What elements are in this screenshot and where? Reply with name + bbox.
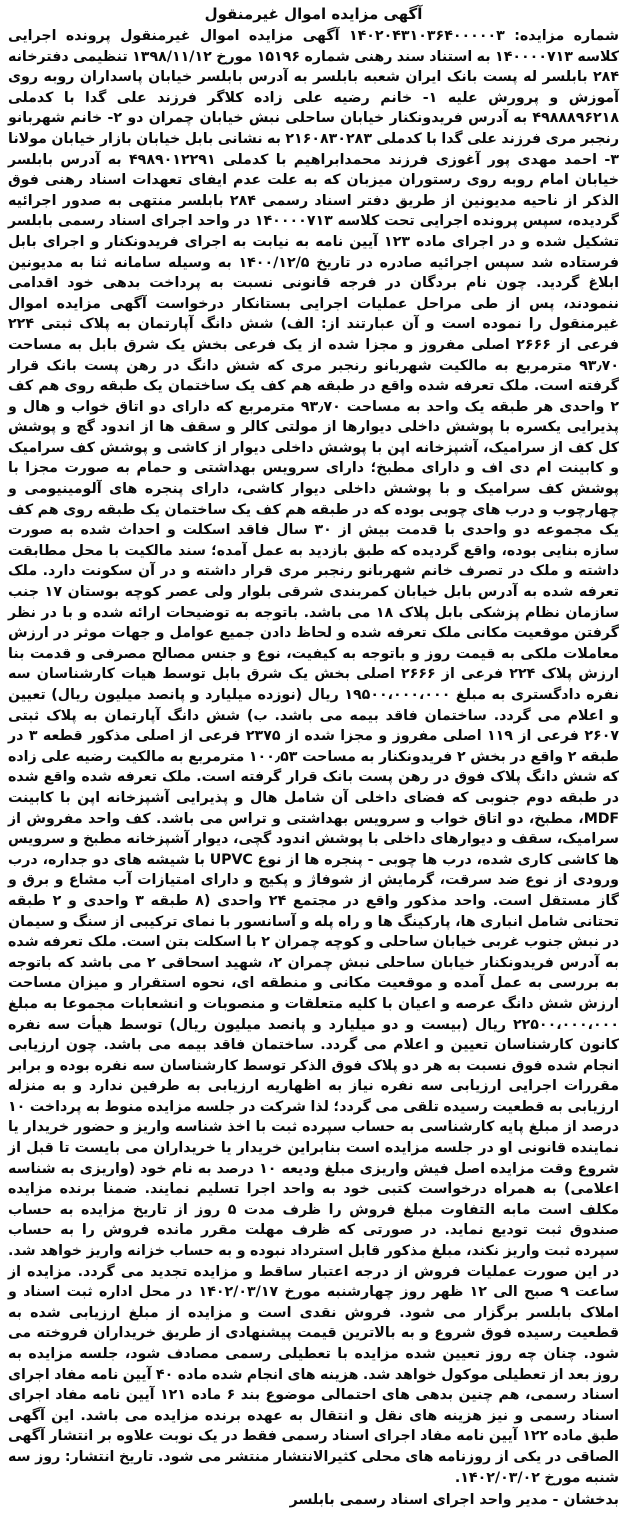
- notice-signature: بدخشان - مدیر واحد اجرای اسناد رسمی بابلسر: [289, 1492, 619, 1509]
- notice-body: [8, 26, 619, 1488]
- notice-title: آگهی مزایده اموال غیرمنقول: [204, 5, 423, 23]
- notice-paragraph: شماره مزایده: ۱۴۰۲۰۴۳۱۰۳۶۴۰۰۰۰۰۳ آگهی مزایده اموال غیرمنقول پرونده اجرایی کلاسه ۱۴۰۰۰۰۷۱۳ به استناد سند رهنی شماره ۱۵۱۹۶ مورخ ۱۳۹۸/۱۱/۱۲ تنظیمی دفترخانه ۲۸۴ بابلسر له پست بانک ایران شعبه بابلسر به آدرس بابلسر خیابان پاسداران روبه روی آموزش و پرورش علیه ۱- خانم رضیه علی زاده کلاگر فرزند علی گدا با کدملی ۴۹۸۸۸۹۶۲۱۸ به آدرس فریدونکنار خیابان ساحلی نبش خیابان چمران دو ۲- خانم شهربانو رنجبر مری فرزند علی گدا با کدملی ۲۱۶۰۸۳۰۲۸۳ به نشانی بابل خیابان بازار خیابان مولانا ۳- احمد مهدی پور آغوزی فرزند محمدابراهیم با کدملی ۴۹۸۹۰۱۲۲۹۱ به آدرس بابلسر خیابان امام روبه روی رستوران میزبان که به علت عدم ایفای تعهدات اسناد رهنی فوق الذکر از ناحیه مدیونین از طریق دفتر اسناد رسمی ۲۸۴ بابلسر منتهی به صدور اجرائیه گردیده، سپس پرونده اجرایی تحت کلاسه ۱۴۰۰۰۰۷۱۳ در واحد اجرای اسناد رسمی بابلسر تشکیل شده و در اجرای ماده ۱۲۳ آیین نامه به نیابت به اجرای فریدونکنار و اجرای بابل فرستاده شد سپس اجرائیه صادره در تاریخ ۱۴۰۰/۱۲/۵ به وسیله سامانه ثنا به مدیونین ابلاغ گردید. چون نام بردگان در فرجه قانونی نسبت به پرداخت بدهی خود اقدامی ننمودند، پس از طی مراحل عملیات اجرایی بستانکار درخواست آگهی مزایده اموال غیرمنقول را نموده است و آن عبارتند از: الف) شش دانگ آپارتمان به پلاک ثبتی ۲۲۴ فرعی از ۲۶۶۶ اصلی مفروز و مجزا شده از یک فرعی بخش یک شرق بابل به مساحت ۹۳٫۷۰ مترمربع به مالکیت شهربانو رنجبر مری که شش دانگ در رهن پست بانک قرار گرفته است. ملک تعرفه شده واقع در طبقه هم کف یک ساختمان یک طبقه روی هم کف ۲ واحدی هر طبقه یک واحد به مساحت ۹۳٫۷۰ مترمربع که دارای دو اتاق خواب و هال و پذیرایی یکسره با پوشش داخلی دیوارها از مولتی کالر و سقف ها از اندود گچ و پوشش کل کف از سرامیک، آشپزخانه اپن با پوشش داخلی دیوار از کاشی و پوشش کف سرامیک و کابینت ام دی اف و دارای مطبخ؛ دارای سرویس بهداشتی و حمام به صورت مجزا با پوشش کف سرامیک و با پوشش داخلی دیوار کاشی، دارای پنجره های آلومینیومی و چهارچوب و درب های چوبی بوده که در طبقه هم کف یک ساختمان یک طبقه روی هم کف یک مجموعه دو واحدی با قدمت بیش از ۳۰ سال فاقد اسکلت و احداث شده به صورت سازه بنایی بوده، واقع گردیده که طبق بازدید به عمل آمده؛ سند مالکیت با محل مطابقت داشته و ملک در تصرف خانم شهربانو رنجبر مری قرار داشته و در آن سکونت دارد. ملک تعرفه شده به آدرس بابل خیابان کمربندی شرقی بلوار ولی عصر کوچه بوستان ۱۷ جنب سازمان نظام پزشکی بابل پلاک ۱۸ می باشد. باتوجه به توضیحات ارائه شده و با در نظر گرفتن موقعیت مکانی ملک تعرفه شده و لحاظ دادن جمیع عوامل و جهات موثر در ارزش معاملات ملکی به قیمت روز و باتوجه به کیفیت، نوع و جنس مصالح مصرفی و قدمت بنا ارزش پلاک ۲۲۴ فرعی از ۲۶۶۶ اصلی بخش یک شرق بابل توسط هیات کارشناسان سه نفره دادگستری به مبلغ ۱۹۵۰۰،۰۰۰،۰۰۰ ریال (نوزده میلیارد و پانصد میلیون ریال) تعیین و اعلام می گردد. ساختمان فاقد بیمه می باشد. ب) شش دانگ آپارتمان به پلاک ثبتی ۲۶۰۷ فرعی از ۱۱۹ اصلی مفروز و مجزا شده از ۲۳۷۵ فرعی از اصلی مذکور قطعه ۳ در طبقه ۲ واقع در بخش ۲ فریدونکنار به مساحت ۱۰۰٫۵۳ مترمربع به مالکیت رضیه علی زاده که شش دانگ پلاک فوق در رهن پست بانک قرار گرفته است. ملک تعرفه شده واقع شده در طبقه دوم جنوبی که فضای داخلی آن شامل هال و پذیرایی آشپزخانه اپن با کابینت MDF، مطبخ، دو اتاق خواب و سرویس بهداشتی و تراس می باشد. کف واحد مفروش از سرامیک، سقف و دیوارهای داخلی با پوشش اندود گچی، دیوار آشپزخانه مطبخ و سرویس ها کاشی کاری شده، درب ها چوبی - پنجره ها از نوع UPVC با شیشه های دو جداره، درب ورودی از نوع ضد سرقت، گرمایش از شوفاژ و پکیج و دارای امتیازات آب مشاع و برق و گاز مستقل است. واحد مذکور واقع در مجتمع ۲۴ واحدی (۸ طبقه ۳ واحدی و ۲ طبقه تحتانی شامل انباری ها، پارکینگ ها و راه پله و آسانسور با نمای ترکیبی از سنگ و سیمان در نبش جنوب غربی خیابان ساحلی و کوچه چمران ۲ با اسکلت بتن است. ملک تعرفه شده به آدرس فریدونکنار خیابان ساحلی نبش چمران ۲، شهید اسحاقی ۲ می باشد که باتوجه به بررسی به عمل آمده و موقعیت مکانی و منطقه ای، نحوه استقرار و میزان مساحت ارزش شش دانگ عرصه و اعیان با کلیه متعلقات و منصوبات و انشعابات مجموعا به مبلغ ۲۲۵۰۰،۰۰۰،۰۰۰ ریال (بیست و دو میلیارد و پانصد میلیون ریال) توسط هیأت سه نفره کانون کارشناسان تعیین و اعلام می گردد. ساختمان فاقد بیمه می باشد. چون ارزیابی انجام شده فوق نسبت به هر دو پلاک فوق الذکر توسط کارشناسان سه نفره بوده و برابر مقررات اجرایی ارزیابی سه نفره نیاز به اظهاریه ارزیابی به طرفین ندارد و به منزله ارزیابی به قطعیت رسیده تلقی می گردد؛ لذا شرکت در جلسه مزایده منوط به پرداخت ۱۰ درصد از مبلغ پایه کارشناسی به حساب سپرده ثبت با اخذ شناسه واریز و حضور خریدار یا نماینده قانونی او در جلسه مزایده است بنابراین خریدار یا خریداران می بایست تا قبل از شروع وقت مزایده اصل فیش واریزی مبلغ ودیعه ۱۰ درصد به نام خود (واریزی به شناسه اعلامی) به همراه درخواست کتبی خود به واحد اجرا تسلیم نمایند. ضمنا برنده مزایده مکلف است مابه التفاوت مبلغ فروش را ظرف مدت ۵ روز از تاریخ مزایده به حساب صندوق ثبت تودیع نماید. در صورتی که ظرف مهلت مقرر مانده فروش را به حساب سپرده ثبت واریز نکند، مبلغ مذکور قابل استرداد نبوده و به حساب خزانه واریز خواهد شد. در این صورت عملیات فروش از درجه اعتبار ساقط و مزایده تجدید می گردد. مزایده از ساعت ۹ صبح الی ۱۲ ظهر روز چهارشنبه مورخ ۱۴۰۲/۰۳/۱۷ در محل اداره ثبت اسناد و املاک بابلسر برگزار می شود. فروش نقدی است و مزایده از مبلغ ارزیابی شده به قطعیت رسیده فوق شروع و به بالاترین قیمت پیشنهادی از طریق خریداران فروخته می شود. چنان چه روز تعیین شده مزایده با تعطیلی رسمی مصادف شود، جلسه مزایده به روز بعد از تعطیلی موکول خواهد شد. هزینه های انجام شده ماده ۴۰ آیین نامه مفاد اجرای اسناد رسمی، هم چنین بدهی های احتمالی موضوع بند ۶ ماده ۱۲۱ آیین نامه مفاد اجرای اسناد رسمی و نیز هزینه های نقل و انتقال به عهده برنده مزایده می باشد. این آگهی طبق ماده ۱۲۲ آیین نامه مفاد اجرای اسناد رسمی فقط در یک نوبت علاوه بر انتشار آگهی الصاقی در یکی از روزنامه های محلی کثیرالانتشار منتشر می شود. تاریخ انتشار: روز سه شنبه مورخ ۱۴۰۲/۰۳/۰۲.: [7, 28, 620, 1486]
